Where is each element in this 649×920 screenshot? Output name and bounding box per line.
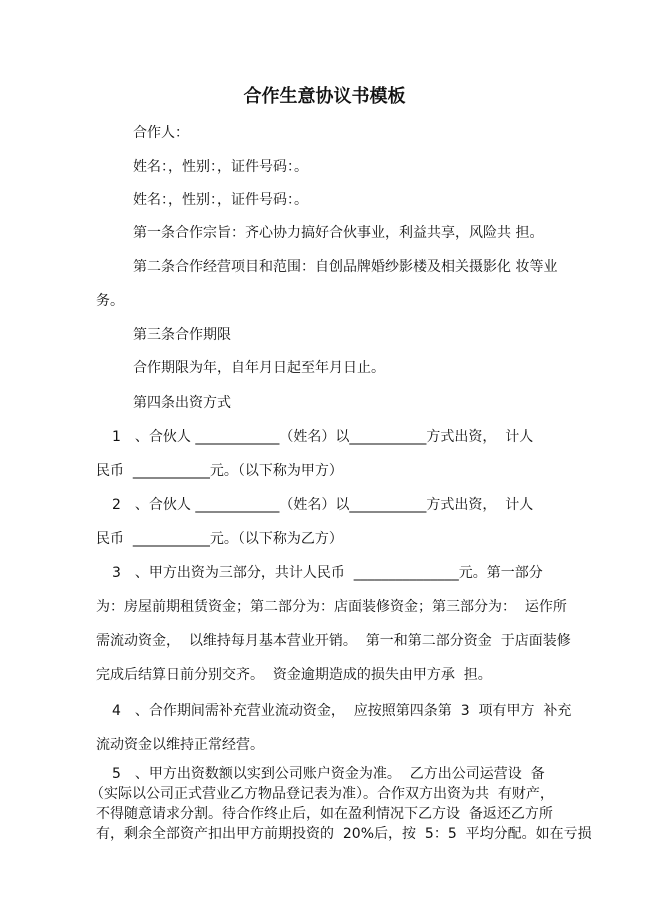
- clause-3-line-3: 需流动资金， 以维持每月基本营业开销。 第一和第二部分资金 于店面装修: [96, 633, 571, 649]
- clause-5-line-3: 不得随意请求分割。待合作终止后，如在盈利情况下乙方设 备返还乙方所: [96, 806, 553, 822]
- clause-5-line-2: （实际以公司正式营业乙方物品登记表为准）。合作双方出资为共 有财产，: [90, 786, 554, 802]
- clause-1-line-2: 民币 ___________元。（以下称为甲方）: [96, 463, 343, 479]
- clause-4-line-1: 4 、合作期间需补充营业流动资金， 应按照第四条第 3 项有甲方 补充: [112, 703, 572, 719]
- clause-3-line-1: 3 、甲方出资为三部分，共计人民币 _______________元。第一部分: [112, 565, 543, 581]
- article-2-line-1: 第二条合作经营项目和范围：自创品牌婚纱影楼及相关摄影化 妆等业: [133, 259, 558, 275]
- partner-1-info: 姓名：，性别：，证件号码：。: [133, 159, 308, 175]
- clause-2-line-1: 2 、合伙人 ____________（姓名）以___________方式出资， 计人: [112, 497, 534, 513]
- clause-3-line-2: 为：房屋前期租赁资金；第二部分为：店面装修资金；第三部分为： 运作所: [96, 599, 567, 615]
- document-title: 合作生意协议书模板: [243, 86, 406, 107]
- article-2-line-2: 务。: [96, 293, 124, 309]
- clause-5-line-1: 5 、甲方出资数额以实到公司账户资金为准。 乙方出公司运营设 备: [112, 766, 545, 782]
- clause-1-line-1: 1 、合伙人 ____________（姓名）以___________方式出资， 计人: [112, 429, 534, 445]
- article-1: 第一条合作宗旨：齐心协力搞好合伙事业，利益共享，风险共 担。: [133, 225, 544, 241]
- clause-5-line-4: 有，剩余全部资产扣出甲方前期投资的 20%后，按 5：5 平均分配。如在亏损: [96, 826, 592, 842]
- partners-heading: 合作人：: [133, 125, 189, 141]
- clause-4-line-2: 流动资金以维持正常经营。: [96, 737, 264, 753]
- article-4-heading: 第四条出资方式: [133, 395, 231, 411]
- clause-2-line-2: 民币 ___________元。（以下称为乙方）: [96, 531, 343, 547]
- partner-2-info: 姓名：，性别：，证件号码：。: [133, 192, 308, 208]
- article-3-body: 合作期限为年，自年月日起至年月日止。: [133, 360, 385, 376]
- clause-3-line-4: 完成后结算日前分别交齐。 资金逾期造成的损失由甲方承 担。: [96, 667, 492, 683]
- article-3-heading: 第三条合作期限: [133, 327, 231, 343]
